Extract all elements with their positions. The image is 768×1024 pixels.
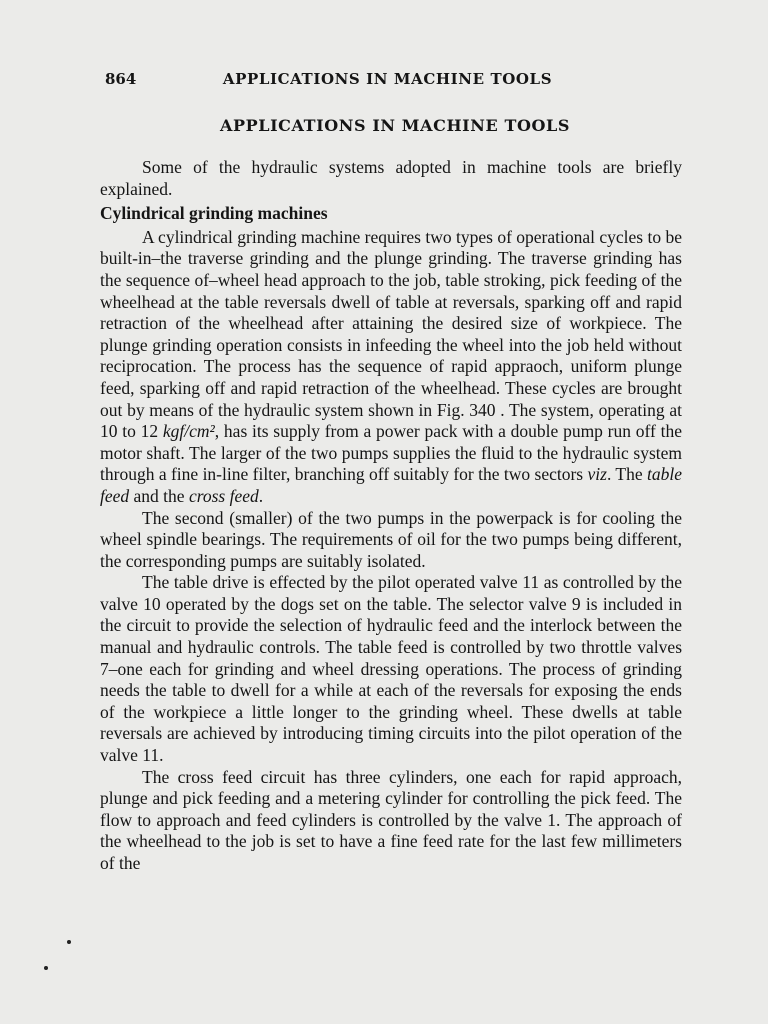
body-text bbox=[100, 157, 682, 875]
paragraph-1-text-e: . bbox=[258, 485, 264, 506]
paragraph-1-text-b: , has its supply from a power pack with a double pump run off the motor shaft. The larger of the two pumps supplies the fluid to the hydraulic system through a fine in-line filter, branching off suitably for the two sectors bbox=[100, 421, 682, 485]
paragraph-1-text-d: and the bbox=[129, 485, 189, 506]
scan-speck bbox=[67, 940, 71, 944]
page-number: 864 bbox=[105, 70, 137, 88]
running-title: APPLICATIONS IN MACHINE TOOLS bbox=[222, 70, 553, 88]
paragraph-1-text-c: . The bbox=[606, 464, 647, 485]
unit-kgf-cm2: kgf/cm² bbox=[162, 421, 215, 442]
scan-speck bbox=[44, 966, 48, 970]
paragraph-1 bbox=[100, 227, 682, 508]
paragraph-3: The table drive is effected by the pilot operated valve 11 as controlled by the valve 10 operated by the dogs set on the table. The selector valve 9 is included in the circuit to provide the selection of hydraulic feed and the interlock between the manual and hydraulic controls. The table feed is controlled by two throttle valves 7–one each for grinding and wheel dressing operations. The process of grinding needs the table to dwell for a while at each of the reversals for exposing the ends of the workpiece a little longer to the grinding wheel. These dwells at table reversals are achieved by introducing timing circuits into the pilot operation of the valve 11. bbox=[100, 572, 682, 766]
subsection-heading: Cylindrical grinding machines bbox=[100, 203, 328, 224]
paragraph-4: The cross feed circuit has three cylinders, one each for rapid approach, plunge and pick feeding and a metering cylinder for controlling the pick feed. The flow to approach and feed cylinders is controlled by the valve 1. The approach of the wheelhead to the job is set to have a fine feed rate for the last few millimeters of the bbox=[100, 766, 682, 873]
term-viz: viz bbox=[587, 464, 607, 485]
intro-paragraph: Some of the hydraulic systems adopted in machine tools are briefly explained. bbox=[100, 157, 682, 199]
term-table-feed: table feed bbox=[100, 464, 682, 506]
section-title: APPLICATIONS IN MACHINE TOOLS bbox=[219, 116, 571, 135]
term-cross-feed: cross feed bbox=[188, 485, 259, 506]
paragraph-2: The second (smaller) of the two pumps in the powerpack is for cooling the wheel spindle bearings. The requirements of oil for the two pumps being different, the corresponding pumps are suitably isolated. bbox=[100, 507, 682, 571]
paragraph-1-text-a: A cylindrical grinding machine requires two types of operational cycles to be built-in–the traverse grinding and the plunge grinding. The traverse grinding has the sequence of–wheel head approach to the job, table stroking, pick feeding of the wheelhead at the table reversals dwell of table at reversals, sparking off and rapid retraction of the wheelhead after attaining the desired size of workpiece. The plunge grinding operation consists in infeeding the wheel into the job held without reciprocation. The process has the sequence of rapid appraoch, uniform plunge feed, sparking off and rapid retraction of the wheelhead. These cycles are brought out by means of the hydraulic system shown in Fig. 340 . The system, operating at 10 to 12 bbox=[100, 226, 682, 442]
running-header bbox=[105, 70, 685, 92]
